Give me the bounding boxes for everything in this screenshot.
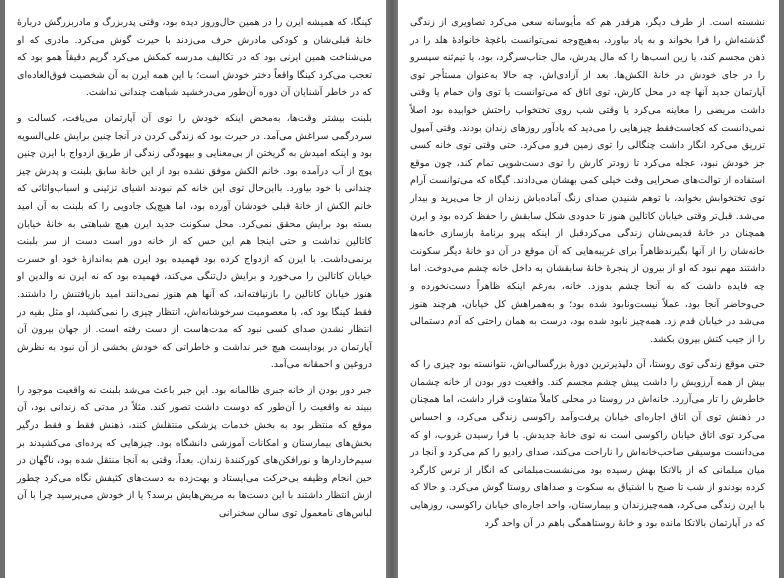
book-gutter — [386, 0, 398, 578]
book-page-left — [5, 0, 386, 578]
paragraph: جبر دور بودن از خانه جبری ظالمانه بود. این جبر باعث می‌شد بلبنت نه واقعیت موجود را ببیند نه واقعیت را آن‌طور که دوست داشت تصور کند. مثلاً در مدتی که زندانی بود، آن موقع که منتظر بود به بخش خدمات پزشکی منتقلش کنند، ذهنش فقط و فقط درگیر بخش‌های بیمارستان و امکانات آموزشی دانشگاه بود. چیزهایی که پرده‌ای می‌کشیدند بر سیم‌خاردارها و نورافکن‌های کورکننده‌ٔ زندان. بعداً، وقتی به آنجا منتقل شده بود، ناگهان در حین انجام وظیفه بی‌حرکت می‌ایستاد و بهت‌زده به دست‌های کثیفش نگاه می‌کرد چطور ازش انتظار داشتند با این دست‌ها به مریض‌هایش برسد؟ یا از خودش می‌پرسید چرا با آن لباس‌های نامعمول توی سالن سخنرانی — [17, 384, 372, 520]
book-page-right — [398, 0, 779, 578]
paragraph: کینگا، که همیشه ایرن را در همین حال‌وروز دیده بود، وقتی پدربزرگ و مادربزرگش درباره‌ٔ خانه‌ٔ قبلی‌شان و کودکی مادرش حرف می‌زدند با حیرت گوش می‌کرد. مادری که او می‌شناخت همین ایرنی بود که در تکالیف مدرسه کمکش می‌کرد گریم دقیقاً همو بود که تعجب می‌کرد کینگا واقعاً دختر خودش است؛ با این همه ایرن به آن شخصیت فوق‌العاده‌ای که در خاطر آشنایان آن دوره آن‌طور می‌درخشید شباهت چندانی نداشت. — [17, 17, 372, 99]
paragraph: حتی موقع زندگی توی روستا، آن دلپذیرترین دوره‌ٔ بزرگسالی‌اش، نتوانسته بود چیزی را که بیش از همه آرزویش را داشت پیش چشم مجسم کند. واقعیت دور بودن از خانه چشمان خاطرش را تار می‌آزرد. خانه‌اش در روستا در محلی کاملاً متفاوت قرار داشت، اما همچنان در ذهنش توی آن اتاق اجاره‌ای خیابان پرفت‌وآمد راکوسی زندگی می‌کرد، و احساس می‌کرد توی اتاق خیابان راکوسی است نه توی خانه‌ٔ جدیدش. با فرا رسیدن غروب، او که می‌دانست موسیقی صاحب‌خانه‌اش را ناراحت می‌کند، صدای رادیو را کم می‌کرد و آنجا در میان مبلمانی که از بالاتکا بهش رسیده بود می‌نشست‌مبلمانی که انگار از ترس کارگرد کرده بودندو از شب تا صبح با اشتیاق به سکوت و صداهای روستا گوش می‌کرد. و حالا که با ایرن زندگی می‌کرد، همه‌چیززندان و بیمارستان، واحد اجاره‌ای خیابان راکوسی، روزهایی که در آپارتمان بالاتکا مانده بود و خانه‌ٔ روستاهمگی باهم در آن واحد گرد — [410, 359, 765, 529]
paragraph-gap — [410, 348, 765, 356]
paragraph: نشسته است. از طرف دیگر، هرقدر هم که مأیوسانه سعی می‌کرد تصاویری از زندگی گذشته‌اش را فرا بخواند و به یاد بیاورد، به‌هیچ‌وجه نمی‌توانست باغچه‌ٔ خانواده‌ٔ هلد را در ذهن مجسم کند، یا زین اسب‌ها را که مال پدرش، مال جناب‌سرگرد، بود، یا تیم‌ثنه سپسرو را در جای خودش در خانه‌ٔ الکش‌ها. بعد از آزادی‌اش، چه حالا به‌عنوان مستأجر توی آپارتمان جدید آنها چه در محل کارش، توی اتاق که می‌توانست یا توی وان حمام یا وقتی داشت مریضی را معاینه می‌کرد یا وقتی شب روی تختخواب راحتش خوابیده بود اصلاً نمی‌دانست که کجاست‌فقط چیزهایی را می‌دید که یادآور روزهای زندان بودند. وقتی آمپول تزریق می‌کرد انگار داشت چنگالی را توی زمین فرو می‌کرد. حتی وقتی توی خانه کسی جز خودش نبود، عجله می‌کرد تا زودتر کارش را توی دست‌شویی تمام کند، چون موقع استفاده از توالت‌های صحرایی وقت خیلی کمی بهشان می‌دادند. گیگاه که می‌توانست آرام توی تختخوابش بخوابد، با توهم شنیدن صدای زنگ آماده‌باش زندان از جا می‌پرید و بیدار می‌شد. قبل‌تر وقتی خیابان کاتالین هنوز تا حدودی شکل سابقش را حفظ کرده بود و ایرن همچنان در خانه‌ٔ قدیمی‌شان زندگی می‌کردقبل از اینکه پیرو برنامه‌ٔ بازسازی خانه‌ها خانه‌شان را از آنها بگیرند‌ظاهراً برای غریبه‌هایی که آن موقع در آن دو خانه‌ٔ دیگر سکونت داشتند مهم نبود که او از بیرون از پنجره‌ٔ خانه‌ٔ سابقشان به داخل خانه چشم می‌دوخت. اما چه فایده داشت که به آنجا چشم بدوزد. خانه، به‌رغم اینکه ظاهراً دست‌نخورده و حی‌وحاضر آنجا بود، عملاً نیست‌ونابود شده بود؛ و به‌همراهش کل خیابان، هرچند هنوز می‌شد در خیابان قدم زد. همه‌چیز نابود شده بود، درست به همان راحتی که آدم دستمالی را از جیب کتش بیرون بکشد. — [410, 17, 765, 345]
page-text-right — [410, 14, 765, 532]
page-text-left — [17, 14, 372, 523]
paragraph: بلبنت بیشتر وقت‌ها، به‌محض اینکه خودش را توی آن آپارتمان می‌یافت، کسالت و سردرگمی سراغش می‌آمد. در حیرت بود که زندگی کردن در آنجا چنین برایش علی‌السویه بود و اینکه امیدش به گریختن از بی‌معنایی و بیهودگی زندگی از طریق ازدواج با ایرن چنین پوچ از آب درآمده بود. خانم الکش موفق نشده بود از این خانه‌ٔ سابق بلبنت و پدرش چیز چندانی با خود بیاورد. بااین‌حال توی این خانه کم نبودند اشیای تزئینی و اسباب‌واثاثی که خانم الکش از خانه‌ٔ قبلی خودشان آورده بود، اما هیچ‌یک جادویی را که بلبنت به آن امید بسته بود برایش محقق نمی‌کرد. محل سکونت جدید ایرن هیچ شباهتی به خانه‌ٔ خیابان کاتالین نداشت و حتی اینجا هم این حس که از خانه دور است دست از سر بلبنت برنمی‌داشت. با ایرن که ازدواج کرده بود فهمیده بود ایرن هم به‌اندازه‌ٔ خود او حسرت خیابان کاتالین را می‌خورد و برایش دل‌تنگی می‌کند، فهمیده بود که نه ایرن نه والدین او هنوز خیابان کاتالین را بازنیافته‌اند، که آنها هم هنوز نمی‌دانند امید بازیافتنش را داشتند. فقط کینگا بود که، با معصومیت سرخوشانه‌اش، انتظار چیزی را نمی‌کشید، او مثل بقیه در انتظار نشدن صدای کسی نبود که مدت‌هاست از دست رفته است. از جهان بیرون آن آپارتمان در بودایست هیچ خبر نداشت و خاطراتی که خودش بخشی از آن نبود به نظرش دروغین و احمقانه می‌آمد. — [17, 112, 372, 371]
paragraph-gap — [17, 102, 372, 110]
paragraph-gap — [17, 374, 372, 382]
